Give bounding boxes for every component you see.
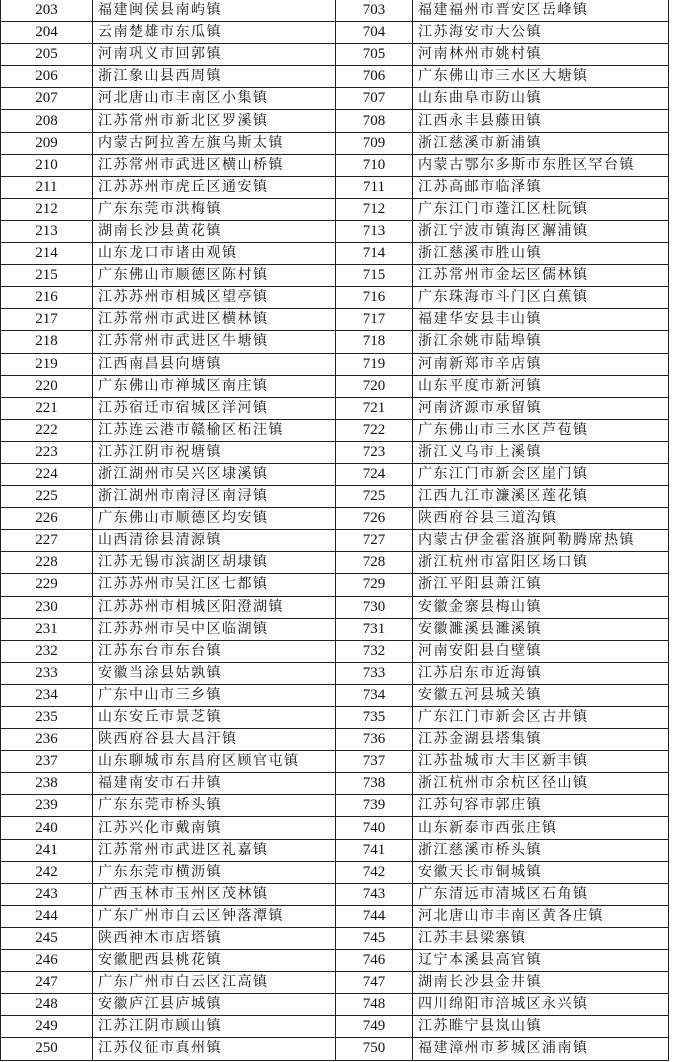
town-name-right: 广东江门市新会区古井镇 <box>413 707 669 729</box>
table-row <box>1 950 669 972</box>
row-number-left: 205 <box>1 44 93 66</box>
table-row <box>1 353 669 375</box>
table-row <box>1 88 669 110</box>
row-number-left: 235 <box>1 707 93 729</box>
table-row <box>1 1038 669 1060</box>
row-number-right: 725 <box>336 486 413 508</box>
table-row <box>1 0 669 22</box>
row-number-right: 710 <box>336 154 413 176</box>
table-row <box>1 839 669 861</box>
row-number-right: 712 <box>336 198 413 220</box>
town-name-left: 广东东莞市桥头镇 <box>93 795 336 817</box>
town-name-left: 河南巩义市回郭镇 <box>93 44 336 66</box>
town-name-left: 江苏连云港市赣榆区柘汪镇 <box>93 419 336 441</box>
row-number-left: 229 <box>1 574 93 596</box>
town-name-left: 山东龙口市诸由观镇 <box>93 243 336 265</box>
row-number-left: 204 <box>1 22 93 44</box>
table-row <box>1 707 669 729</box>
row-number-right: 742 <box>336 861 413 883</box>
table-row <box>1 375 669 397</box>
town-name-left: 浙江湖州市吴兴区埭溪镇 <box>93 463 336 485</box>
town-name-right: 浙江慈溪市桥头镇 <box>413 839 669 861</box>
town-name-right: 内蒙古伊金霍洛旗阿勒腾席热镇 <box>413 530 669 552</box>
row-number-left: 220 <box>1 375 93 397</box>
row-number-left: 219 <box>1 353 93 375</box>
row-number-left: 236 <box>1 729 93 751</box>
table-row <box>1 530 669 552</box>
town-name-right: 江苏丰县梁寨镇 <box>413 927 669 949</box>
row-number-right: 711 <box>336 176 413 198</box>
town-name-left: 浙江湖州市南浔区南浔镇 <box>93 486 336 508</box>
town-name-right: 江苏高邮市临泽镇 <box>413 176 669 198</box>
town-name-right: 江西永丰县藤田镇 <box>413 110 669 132</box>
table-row <box>1 883 669 905</box>
town-name-left: 江苏仪征市真州镇 <box>93 1038 336 1060</box>
row-number-right: 713 <box>336 220 413 242</box>
table-row <box>1 618 669 640</box>
town-name-left: 江苏常州市武进区横林镇 <box>93 309 336 331</box>
table-row <box>1 972 669 994</box>
town-name-left: 广东东莞市洪梅镇 <box>93 198 336 220</box>
town-name-left: 安徽庐江县庐城镇 <box>93 994 336 1016</box>
row-number-left: 218 <box>1 331 93 353</box>
row-number-left: 212 <box>1 198 93 220</box>
row-number-right: 745 <box>336 927 413 949</box>
town-name-left: 江苏江阴市顾山镇 <box>93 1016 336 1038</box>
row-number-left: 211 <box>1 176 93 198</box>
row-number-right: 721 <box>336 397 413 419</box>
row-number-right: 731 <box>336 618 413 640</box>
town-name-right: 江苏金湖县塔集镇 <box>413 729 669 751</box>
table-row <box>1 154 669 176</box>
town-name-right: 内蒙古鄂尔多斯市东胜区罕台镇 <box>413 154 669 176</box>
row-number-left: 224 <box>1 463 93 485</box>
town-name-right: 安徽金寨县梅山镇 <box>413 596 669 618</box>
town-name-right: 河南新郑市辛店镇 <box>413 353 669 375</box>
town-name-right: 浙江杭州市富阳区场口镇 <box>413 552 669 574</box>
row-number-right: 722 <box>336 419 413 441</box>
town-name-left: 广东东莞市横沥镇 <box>93 861 336 883</box>
table-row <box>1 132 669 154</box>
row-number-right: 717 <box>336 309 413 331</box>
row-number-left: 217 <box>1 309 93 331</box>
row-number-left: 228 <box>1 552 93 574</box>
town-name-left: 浙江象山县西周镇 <box>93 66 336 88</box>
town-name-right: 河南林州市姚村镇 <box>413 44 669 66</box>
table-row <box>1 994 669 1016</box>
row-number-left: 216 <box>1 287 93 309</box>
row-number-right: 737 <box>336 751 413 773</box>
town-name-left: 江苏无锡市滨湖区胡埭镇 <box>93 552 336 574</box>
table-row <box>1 198 669 220</box>
table-row <box>1 110 669 132</box>
town-name-left: 云南楚雄市东瓜镇 <box>93 22 336 44</box>
table-row <box>1 463 669 485</box>
table-row <box>1 486 669 508</box>
town-name-right: 广东江门市新会区崖门镇 <box>413 463 669 485</box>
row-number-right: 733 <box>336 662 413 684</box>
row-number-left: 214 <box>1 243 93 265</box>
town-name-right: 福建福州市晋安区岳峰镇 <box>413 0 669 22</box>
row-number-left: 243 <box>1 883 93 905</box>
row-number-left: 215 <box>1 265 93 287</box>
town-name-left: 江苏宿迁市宿城区洋河镇 <box>93 397 336 419</box>
town-name-right: 四川绵阳市涪城区永兴镇 <box>413 994 669 1016</box>
row-number-right: 748 <box>336 994 413 1016</box>
row-number-right: 703 <box>336 0 413 22</box>
town-name-right: 福建漳州市芗城区浦南镇 <box>413 1038 669 1060</box>
row-number-left: 233 <box>1 662 93 684</box>
row-number-right: 716 <box>336 287 413 309</box>
town-name-right: 浙江慈溪市新浦镇 <box>413 132 669 154</box>
town-name-right: 河南安阳县白壁镇 <box>413 640 669 662</box>
table-row <box>1 287 669 309</box>
table-row <box>1 22 669 44</box>
table-row <box>1 419 669 441</box>
table-row <box>1 795 669 817</box>
row-number-left: 230 <box>1 596 93 618</box>
town-name-left: 广东中山市三乡镇 <box>93 684 336 706</box>
table-body <box>1 0 669 1060</box>
town-name-left: 江苏东台市东台镇 <box>93 640 336 662</box>
row-number-left: 227 <box>1 530 93 552</box>
row-number-left: 248 <box>1 994 93 1016</box>
row-number-right: 715 <box>336 265 413 287</box>
table-row <box>1 817 669 839</box>
town-name-left: 山西清徐县清源镇 <box>93 530 336 552</box>
row-number-left: 213 <box>1 220 93 242</box>
table-row <box>1 552 669 574</box>
row-number-right: 736 <box>336 729 413 751</box>
town-name-right: 山东新泰市西张庄镇 <box>413 817 669 839</box>
row-number-left: 240 <box>1 817 93 839</box>
row-number-left: 222 <box>1 419 93 441</box>
town-name-left: 江苏常州市武进区礼嘉镇 <box>93 839 336 861</box>
town-name-right: 浙江杭州市余杭区径山镇 <box>413 773 669 795</box>
row-number-left: 225 <box>1 486 93 508</box>
town-name-left: 陕西府谷县大昌汗镇 <box>93 729 336 751</box>
row-number-right: 739 <box>336 795 413 817</box>
town-name-left: 安徽肥西县桃花镇 <box>93 950 336 972</box>
town-name-right: 山东曲阜市防山镇 <box>413 88 669 110</box>
row-number-right: 735 <box>336 707 413 729</box>
table-row <box>1 508 669 530</box>
table-row <box>1 596 669 618</box>
town-name-left: 广东广州市白云区江高镇 <box>93 972 336 994</box>
row-number-right: 740 <box>336 817 413 839</box>
town-name-right: 浙江平阳县萧江镇 <box>413 574 669 596</box>
row-number-left: 234 <box>1 684 93 706</box>
row-number-right: 714 <box>336 243 413 265</box>
town-name-left: 福建闽侯县南屿镇 <box>93 0 336 22</box>
table-row <box>1 309 669 331</box>
town-name-left: 江苏江阴市祝塘镇 <box>93 441 336 463</box>
row-number-left: 206 <box>1 66 93 88</box>
town-name-right: 江苏海安市大公镇 <box>413 22 669 44</box>
town-name-left: 河北唐山市丰南区小集镇 <box>93 88 336 110</box>
row-number-right: 707 <box>336 88 413 110</box>
town-name-left: 广东佛山市顺德区陈村镇 <box>93 265 336 287</box>
town-name-left: 广东佛山市禅城区南庄镇 <box>93 375 336 397</box>
table-row <box>1 574 669 596</box>
row-number-right: 706 <box>336 66 413 88</box>
town-name-left: 山东聊城市东昌府区顾官屯镇 <box>93 751 336 773</box>
row-number-left: 210 <box>1 154 93 176</box>
row-number-left: 247 <box>1 972 93 994</box>
row-number-right: 720 <box>336 375 413 397</box>
town-name-right: 江苏睢宁县岚山镇 <box>413 1016 669 1038</box>
town-name-right: 广东江门市蓬江区杜阮镇 <box>413 198 669 220</box>
row-number-right: 741 <box>336 839 413 861</box>
town-name-right: 广东珠海市斗门区白蕉镇 <box>413 287 669 309</box>
row-number-right: 705 <box>336 44 413 66</box>
row-number-right: 726 <box>336 508 413 530</box>
table-row <box>1 243 669 265</box>
town-name-right: 河南济源市承留镇 <box>413 397 669 419</box>
row-number-right: 747 <box>336 972 413 994</box>
row-number-right: 730 <box>336 596 413 618</box>
row-number-left: 241 <box>1 839 93 861</box>
row-number-right: 749 <box>336 1016 413 1038</box>
row-number-left: 246 <box>1 950 93 972</box>
row-number-right: 732 <box>336 640 413 662</box>
town-name-right: 江苏盐城市大丰区新丰镇 <box>413 751 669 773</box>
row-number-right: 738 <box>336 773 413 795</box>
table-row <box>1 861 669 883</box>
town-name-left: 江苏苏州市虎丘区通安镇 <box>93 176 336 198</box>
town-name-left: 江西南昌县向塘镇 <box>93 353 336 375</box>
row-number-right: 727 <box>336 530 413 552</box>
row-number-left: 208 <box>1 110 93 132</box>
row-number-right: 708 <box>336 110 413 132</box>
table-row <box>1 927 669 949</box>
town-name-left: 江苏兴化市戴南镇 <box>93 817 336 839</box>
table-row <box>1 265 669 287</box>
table-row <box>1 751 669 773</box>
row-number-right: 750 <box>336 1038 413 1060</box>
row-number-right: 724 <box>336 463 413 485</box>
town-name-left: 广东广州市白云区钟落潭镇 <box>93 905 336 927</box>
town-name-right: 浙江余姚市陆埠镇 <box>413 331 669 353</box>
table-row <box>1 441 669 463</box>
row-number-left: 232 <box>1 640 93 662</box>
town-name-right: 安徽五河县城关镇 <box>413 684 669 706</box>
table-row <box>1 1016 669 1038</box>
town-name-left: 江苏苏州市吴中区临湖镇 <box>93 618 336 640</box>
town-name-left: 陕西神木市店塔镇 <box>93 927 336 949</box>
town-name-right: 福建华安县丰山镇 <box>413 309 669 331</box>
table-row <box>1 773 669 795</box>
town-name-right: 辽宁本溪县高官镇 <box>413 950 669 972</box>
town-name-right: 江西九江市濂溪区莲花镇 <box>413 486 669 508</box>
table-row <box>1 729 669 751</box>
row-number-right: 728 <box>336 552 413 574</box>
town-name-left: 山东安丘市景芝镇 <box>93 707 336 729</box>
table-row <box>1 44 669 66</box>
row-number-left: 223 <box>1 441 93 463</box>
table-row <box>1 905 669 927</box>
town-name-right: 浙江义乌市上溪镇 <box>413 441 669 463</box>
table-row <box>1 684 669 706</box>
town-name-right: 江苏常州市金坛区儒林镇 <box>413 265 669 287</box>
row-number-right: 704 <box>336 22 413 44</box>
row-number-left: 209 <box>1 132 93 154</box>
town-name-left: 福建南安市石井镇 <box>93 773 336 795</box>
row-number-right: 734 <box>336 684 413 706</box>
town-name-left: 江苏常州市武进区横山桥镇 <box>93 154 336 176</box>
town-name-right: 江苏句容市郭庄镇 <box>413 795 669 817</box>
row-number-right: 744 <box>336 905 413 927</box>
town-name-right: 陕西府谷县三道沟镇 <box>413 508 669 530</box>
table-row <box>1 397 669 419</box>
table-row <box>1 176 669 198</box>
row-number-left: 203 <box>1 0 93 22</box>
row-number-left: 245 <box>1 927 93 949</box>
town-name-right: 广东佛山市三水区大塘镇 <box>413 66 669 88</box>
table-row <box>1 640 669 662</box>
row-number-right: 729 <box>336 574 413 596</box>
town-name-right: 安徽天长市铜城镇 <box>413 861 669 883</box>
row-number-left: 249 <box>1 1016 93 1038</box>
table-row <box>1 331 669 353</box>
town-name-right: 山东平度市新河镇 <box>413 375 669 397</box>
town-name-left: 江苏常州市新北区罗溪镇 <box>93 110 336 132</box>
row-number-left: 237 <box>1 751 93 773</box>
town-name-left: 江苏苏州市相城区阳澄湖镇 <box>93 596 336 618</box>
row-number-right: 743 <box>336 883 413 905</box>
town-name-left: 湖南长沙县黄花镇 <box>93 220 336 242</box>
town-name-left: 安徽当涂县姑孰镇 <box>93 662 336 684</box>
row-number-left: 244 <box>1 905 93 927</box>
town-name-left: 江苏苏州市吴江区七都镇 <box>93 574 336 596</box>
table-row <box>1 662 669 684</box>
row-number-left: 242 <box>1 861 93 883</box>
row-number-left: 238 <box>1 773 93 795</box>
row-number-right: 709 <box>336 132 413 154</box>
town-name-right: 安徽濉溪县濉溪镇 <box>413 618 669 640</box>
town-name-right: 浙江宁波市镇海区澥浦镇 <box>413 220 669 242</box>
table-row <box>1 66 669 88</box>
row-number-left: 239 <box>1 795 93 817</box>
town-name-right: 河北唐山市丰南区黄各庄镇 <box>413 905 669 927</box>
row-number-left: 207 <box>1 88 93 110</box>
row-number-right: 746 <box>336 950 413 972</box>
row-number-right: 718 <box>336 331 413 353</box>
town-name-right: 浙江慈溪市胜山镇 <box>413 243 669 265</box>
town-name-right: 江苏启东市近海镇 <box>413 662 669 684</box>
town-name-right: 广东佛山市三水区芦苞镇 <box>413 419 669 441</box>
town-name-left: 江苏苏州市相城区望亭镇 <box>93 287 336 309</box>
row-number-left: 221 <box>1 397 93 419</box>
town-name-right: 湖南长沙县金井镇 <box>413 972 669 994</box>
row-number-left: 250 <box>1 1038 93 1060</box>
row-number-right: 723 <box>336 441 413 463</box>
town-name-left: 广东佛山市顺德区均安镇 <box>93 508 336 530</box>
table-row <box>1 220 669 242</box>
town-name-right: 广东清远市清城区石角镇 <box>413 883 669 905</box>
town-name-left: 广西玉林市玉州区茂林镇 <box>93 883 336 905</box>
row-number-right: 719 <box>336 353 413 375</box>
town-name-left: 内蒙古阿拉善左旗乌斯太镇 <box>93 132 336 154</box>
row-number-left: 226 <box>1 508 93 530</box>
row-number-left: 231 <box>1 618 93 640</box>
town-name-left: 江苏常州市武进区牛塘镇 <box>93 331 336 353</box>
